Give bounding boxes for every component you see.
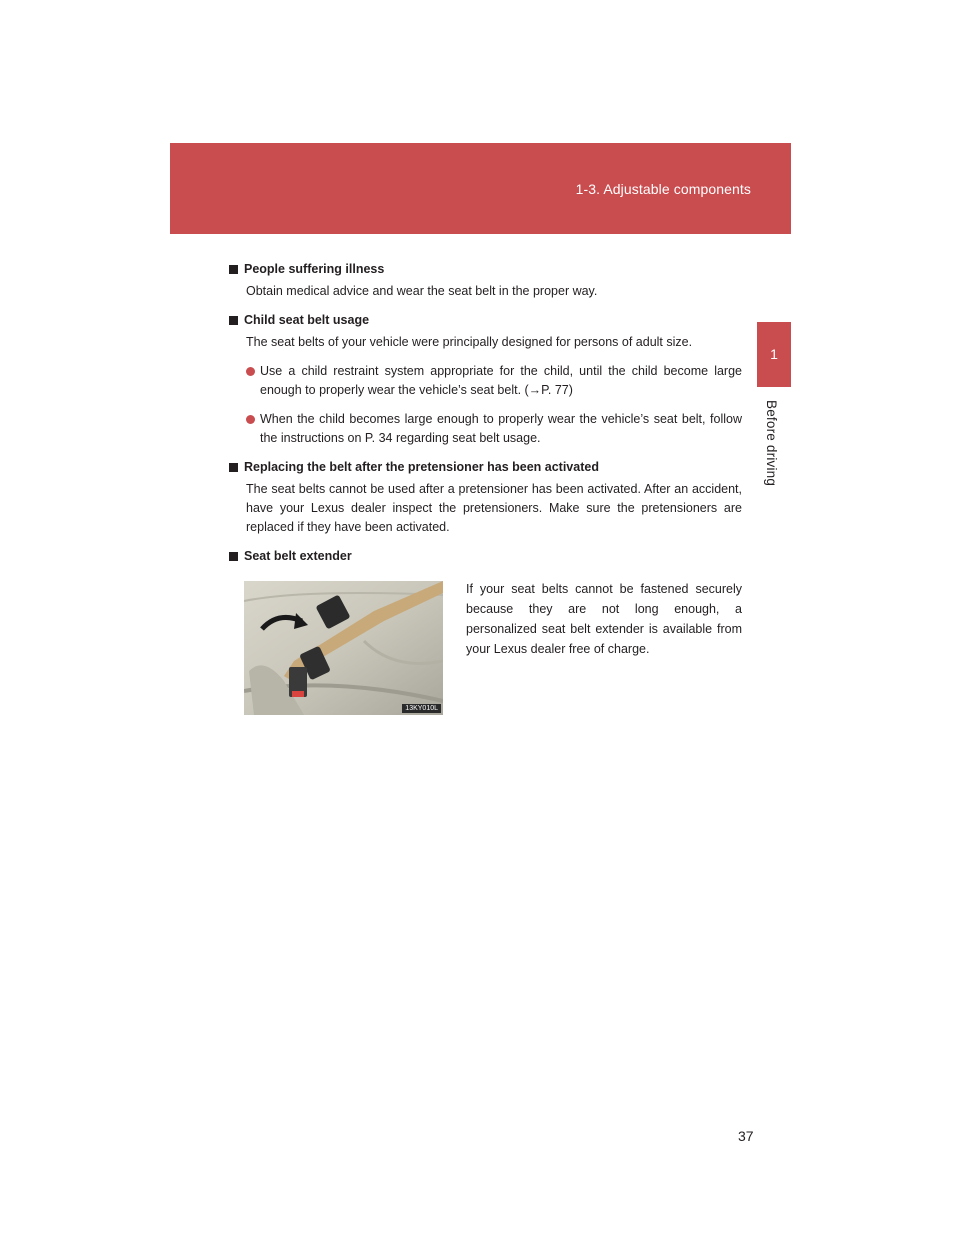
chapter-tab	[757, 322, 791, 387]
heading-text: Child seat belt usage	[244, 313, 370, 327]
section-heading	[229, 311, 742, 329]
page-number: 37	[738, 1128, 754, 1144]
list-item	[246, 410, 742, 448]
heading-text: Seat belt extender	[244, 549, 352, 563]
square-bullet-icon	[229, 463, 238, 472]
section-heading	[229, 547, 742, 565]
seat-belt-extender-photo	[244, 581, 443, 715]
list-item-text: Use a child restraint system appropriate for the child, until the child become large enough to properly wear the vehicle’s seat belt. (→P. 77)	[260, 364, 742, 397]
chapter-number: 1	[770, 346, 778, 362]
section-text: If your seat belts cannot be fastened securely because they are not long enough, a personalized seat belt extender is available from your Lexus dealer free of charge.	[466, 582, 742, 656]
square-bullet-icon	[229, 316, 238, 325]
header-band	[170, 143, 791, 234]
section-text: The seat belts of your vehicle were principally designed for persons of adult size.	[246, 335, 693, 349]
section-heading	[229, 260, 742, 278]
heading-text: Replacing the belt after the pretensioner has been activated	[244, 460, 599, 474]
list-item-text: When the child becomes large enough to properly wear the vehicle’s seat belt, follow the instructions on P. 34 regarding seat belt usage.	[260, 412, 742, 445]
figure-code: 13KY010L	[402, 704, 441, 713]
circle-bullet-icon	[246, 367, 255, 376]
chapter-label: Before driving	[764, 400, 779, 487]
seat-belt-extender-block	[229, 571, 742, 721]
section-heading	[229, 458, 742, 476]
heading-text: People suffering illness	[244, 262, 385, 276]
square-bullet-icon	[229, 265, 238, 274]
list-item	[246, 362, 742, 400]
square-bullet-icon	[229, 552, 238, 561]
section-text: Obtain medical advice and wear the seat belt in the proper way.	[246, 284, 598, 298]
page-content	[229, 260, 742, 721]
circle-bullet-icon	[246, 415, 255, 424]
seat-belt-illustration	[244, 581, 443, 715]
section-text: The seat belts cannot be used after a pretensioner has been activated. After an accident, have your Lexus dealer inspect the pretensioners. Make sure the pretensioners are replaced if they have been activated.	[246, 482, 742, 534]
section-title: 1-3. Adjustable components	[575, 181, 751, 197]
